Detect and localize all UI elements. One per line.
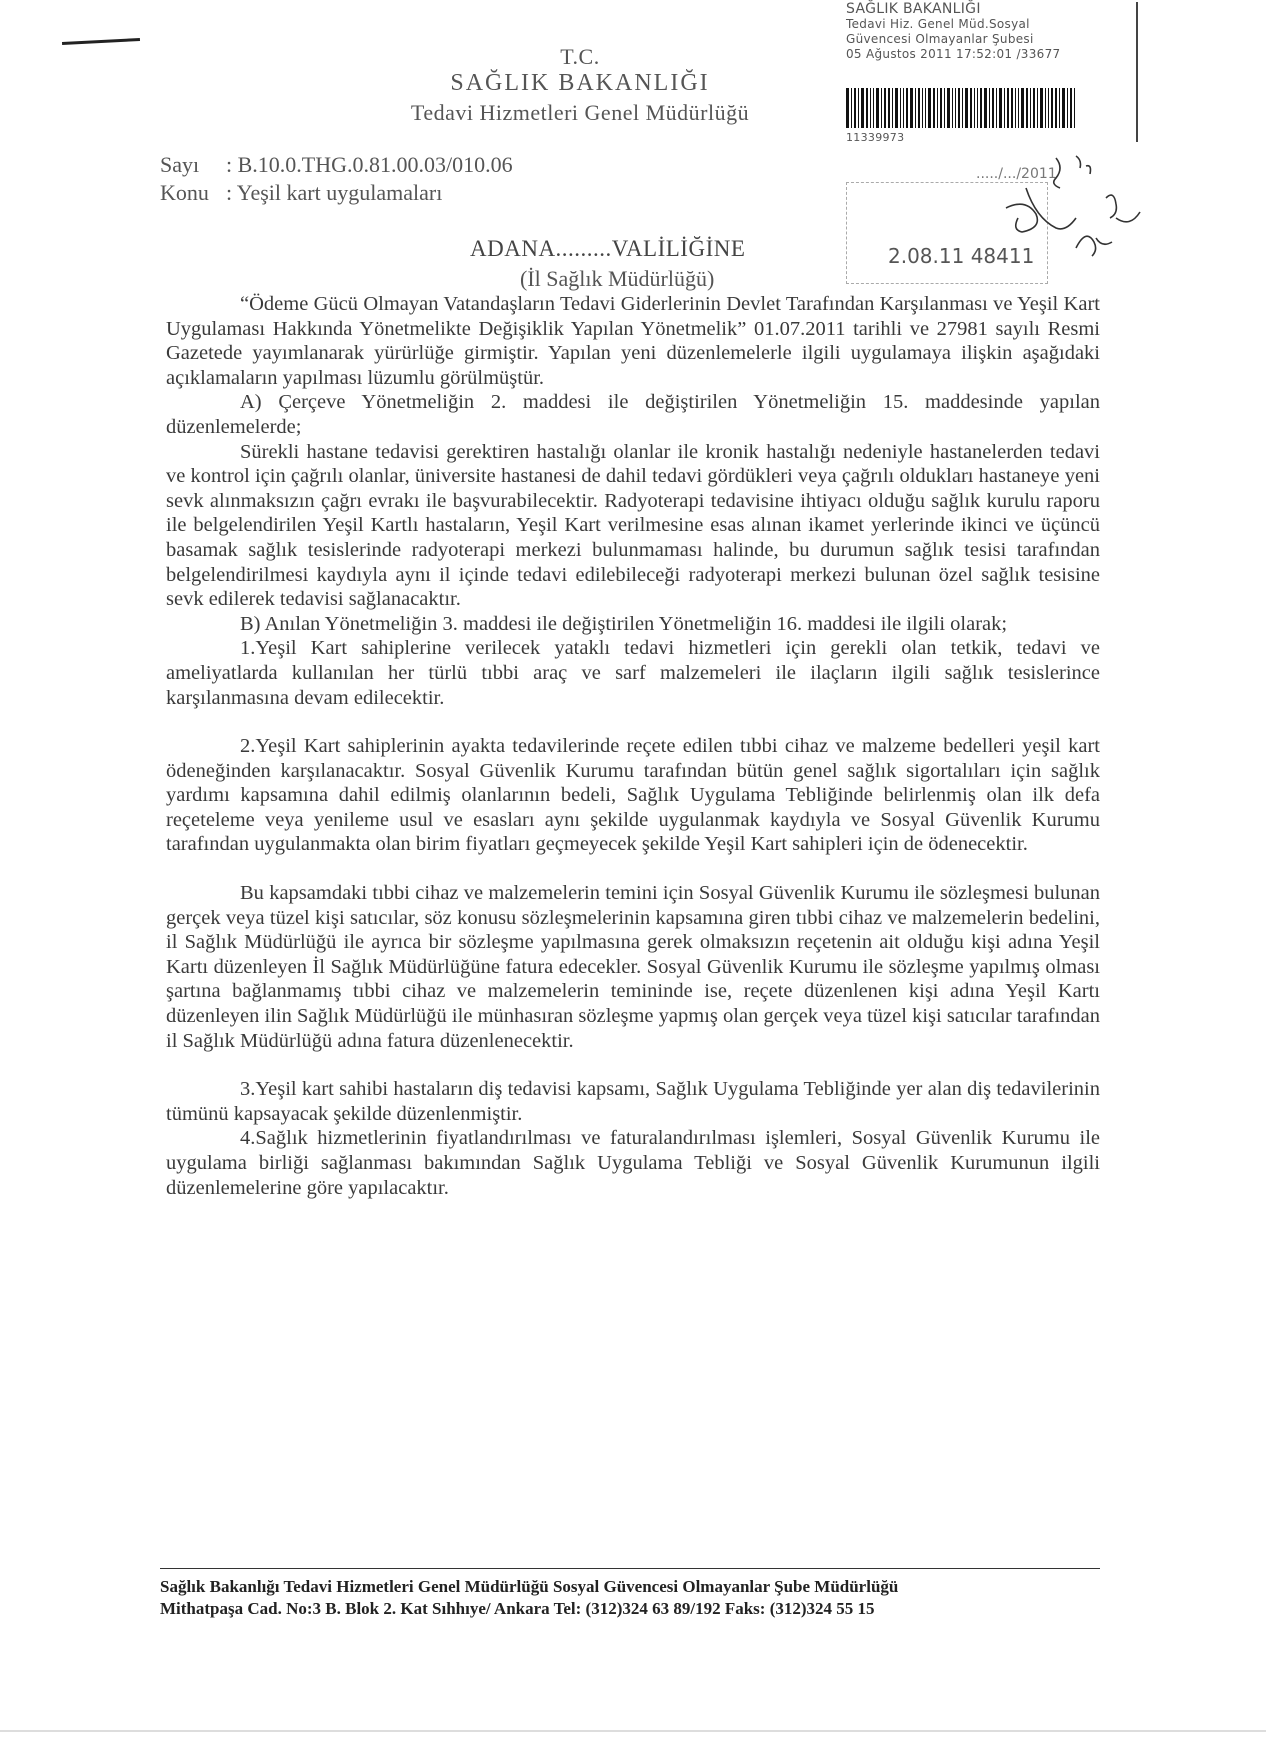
meta-sayi — [160, 152, 513, 178]
paragraph-section-a: A) Çerçeve Yönetmeliğin 2. maddesi ile değiştirilen Yönetmeliğin 15. maddesinde yapılan düzenlemelerde; — [166, 391, 1100, 438]
paragraph-section-b: B) Anılan Yönetmeliğin 3. maddesi ile değiştirilen Yönetmeliğin 16. maddesi ile ilgili olarak; — [240, 612, 1008, 635]
paragraph-item-1: 1.Yeşil Kart sahiplerine verilecek yataklı tedavi hizmetleri için gerekli olan tetkik, tedavi ve ameliyatlarda kullanılan her türlü tıbbi araç ve sarf malzemeleri ile ilaçların ilgili sağlık tesislerince karşılanmasına devam edilecektir. — [166, 637, 1100, 709]
letter-body — [166, 292, 1100, 1200]
barcode-icon — [846, 88, 1136, 128]
footer-line-1: Sağlık Bakanlığı Tedavi Hizmetleri Genel Müdürlüğü Sosyal Güvencesi Olmayanlar Şube Müdürlüğü — [160, 1577, 899, 1596]
stamp-line-3: Güvencesi Olmayanlar Şubesi — [846, 32, 1034, 46]
header-tc: T.C. — [560, 44, 600, 69]
konu-label: Konu — [160, 180, 209, 205]
paragraph-section-a-detail: Sürekli hastane tedavisi gerektiren hastalığı olanlar ile kronik hastalığı nedeniyle hastanelerden tedavi ve kontrol için çağrılı olanlar, üniversite hastanesi de dahil tedavi gördükleri veya çağrılı oldukları hastaneye yeni sevk alınmaksızın çağrı evrakı ile başvurabilecektir. Radyoterapi tedavisine ihtiyacı olduğu sağlık kurulu raporu ile belgelendirilen Yeşil Kartlı hastaların, Yeşil Kart verilmesine esas alınan ikamet yerlerinde ikinci ve üçüncü basamak sağlık tesislerinde radyoterapi merkezi bulunmaması halinde, bu durumun sağlık tesisi tarafından belgelendirilmesi kaydıyla aynı il içinde tedavi edilebileceği radyoterapi merkezi bulunan özel sağlık tesisine sevk edilerek tedavisi sağlanacaktır. — [166, 440, 1100, 611]
paragraph-item-2-detail: Bu kapsamdaki tıbbi cihaz ve malzemelerin temini için Sosyal Güvenlik Kurumu ile sözleşmesi bulunan gerçek veya tüzel kişi satıcılar, söz konusu sözleşmelerinin kapsamına giren tıbbi cihaz ve malzemelerin bedelini, il Sağlık Müdürlüğü ile ayrıca bir sözleşme yapılmasına gerek olmaksızın reçetenin ait olduğu kişi adına Yeşil Kartı düzenleyen İl Sağlık Müdürlüğüne fatura edecekler. Sosyal Güvenlik Kurumu ile sözleşme yapılmış olması şartına bağlanmamış tıbbi cihaz ve malzemelerin temininde ise, reçete düzenlenen kişi adına Yeşil Kartı düzenleyen ilin Sağlık Müdürlüğü ile münhasıran sözleşme yapmış olan gerçek veya tüzel kişi satıcılar tarafından il Sağlık Müdürlüğü adına fatura düzenlenecektir. — [166, 882, 1100, 1052]
scan-edge — [0, 1730, 1266, 1732]
footer-divider — [160, 1568, 1100, 1569]
barcode-number: 11339973 — [846, 131, 905, 144]
sayi-label: Sayı — [160, 152, 200, 177]
header-directorate: Tedavi Hizmetleri Genel Müdürlüğü — [410, 100, 750, 125]
pen-stroke-mark — [62, 38, 140, 45]
footer-line-2: Mithatpaşa Cad. No:3 B. Blok 2. Kat Sıhhıye/ Ankara Tel: (312)324 63 89/192 Faks: (312)324 55 15 — [160, 1599, 875, 1618]
addressee-subtitle: (İl Sağlık Müdürlüğü) — [520, 266, 715, 291]
received-number-fragment: 2.08.11 48411 — [888, 244, 1035, 268]
paragraph-item-3: 3.Yeşil kart sahibi hastaların diş tedavisi kapsamı, Sağlık Uygulama Tebliğinde yer alan diş tedavilerinin tümünü kapsayacak şekilde düzenlenmiştir. — [166, 1078, 1100, 1125]
stamp-line-4: 05 Ağustos 2011 17:52:01 /33677 — [846, 47, 1061, 61]
registry-stamp — [846, 2, 1138, 142]
paragraph-intro: “Ödeme Gücü Olmayan Vatandaşların Tedavi Giderlerinin Devlet Tarafından Karşılanması ve Yeşil Kart Uygulaması Hakkında Yönetmelikte Değişiklik Yapılan Yönetmelik” 01.07.2011 tarihli ve 27981 sayılı Resmi Gazetede yayımlanarak yürürlüğe girmiştir. Yapılan yeni düzenlemelerle ilgili uygulamaya ilişkin aşağıdaki açıklamaların yapılması lüzumlu görülmüştür. — [166, 293, 1100, 389]
paragraph-item-4: 4.Sağlık hizmetlerinin fiyatlandırılması ve faturalandırılması işlemleri, Sosyal Güvenlik Kurumu ile uygulama birliği sağlanması bakımından Sağlık Uygulama Tebliği ve Sosyal Güvenlik Kurumunun ilgili düzenlemelerine göre yapılacaktır. — [166, 1127, 1100, 1199]
stamp-line-2: Tedavi Hiz. Genel Müd.Sosyal — [846, 17, 1030, 31]
paragraph-item-2: 2.Yeşil Kart sahiplerinin ayakta tedavilerinde reçete edilen tıbbi cihaz ve malzeme bedelleri yeşil kart ödeneğinden karşılanacaktır. Sosyal Güvenlik Kurumu tarafından bütün genel sağlık sigortalıları için sağlık yardımı kapsamına dahil edilmiş olanlarının bedeli, Sağlık Uygulama Tebliğinde belirlenmiş olan ilk defa reçeteleme veya yenileme usul ve esasları aynı şekilde uygulanmak kaydıyla ve Sosyal Güvenlik Kurumu tarafından uygulanmakta olan birim fiyatları geçmeyecek şekilde Yeşil Kart sahipleri için de ödenecektir. — [166, 735, 1100, 856]
received-date-fragment: ...../.../2011 — [976, 166, 1057, 182]
addressee-governorship: ADANA.........VALİLİĞİNE — [470, 236, 746, 261]
meta-konu — [160, 180, 442, 206]
konu-value: : Yeşil kart uygulamaları — [226, 180, 443, 205]
footer — [160, 1576, 898, 1620]
sayi-value: : B.10.0.THG.0.81.00.03/010.06 — [226, 152, 513, 177]
header-ministry: SAĞLIK BAKANLIĞI — [450, 70, 710, 96]
handwritten-signature-icon — [906, 148, 1146, 288]
stamp-line-1: SAĞLIK BAKANLIĞI — [846, 1, 981, 17]
received-stamp — [846, 158, 1136, 288]
